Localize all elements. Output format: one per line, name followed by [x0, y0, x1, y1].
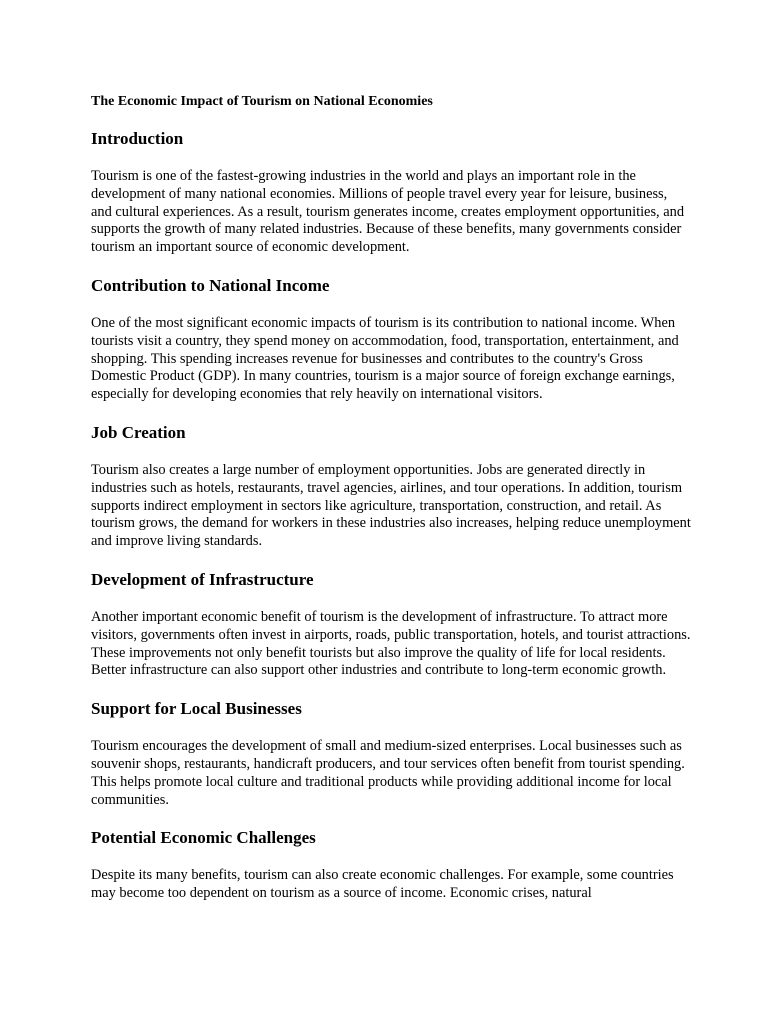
document-page: [91, 92, 691, 903]
section-paragraph: Another important economic benefit of tourism is the development of infrastructure. To attract more visitors, governments often invest in airports, roads, public transportation, hotels, and tourist attractions. These improvements not only benefit tourists but also improve the quality of life for local residents. Better infrastructure can also support other industries and contribute to long-term economic growth.: [91, 608, 691, 679]
section-heading: Potential Economic Challenges: [91, 828, 316, 848]
section-paragraph: Tourism encourages the development of small and medium-sized enterprises. Local businesses such as souvenir shops, restaurants, handicraft producers, and tour services often benefit from tourist spending. This helps promote local culture and traditional products while providing additional income for local communities.: [91, 738, 685, 808]
section-heading: Contribution to National Income: [91, 275, 330, 295]
section-introduction: [91, 128, 691, 257]
section-national-income: [91, 275, 691, 404]
section-heading: Job Creation: [91, 422, 186, 442]
section-paragraph: Tourism also creates a large number of employment opportunities. Jobs are generated directly in industries such as hotels, restaurants, travel agencies, airlines, and tour operations. In addition, tourism supports indirect employment in sectors like agriculture, transportation, construction, and retail. As tourism grows, the demand for workers in these industries also increases, helping reduce unemployment and improve living standards.: [91, 461, 691, 550]
section-economic-challenges: [91, 827, 691, 903]
section-heading: Support for Local Businesses: [91, 699, 302, 719]
section-local-businesses: [91, 698, 691, 809]
document-title: The Economic Impact of Tourism on National Economies: [91, 94, 433, 109]
section-paragraph: One of the most significant economic impacts of tourism is its contribution to national income. When tourists visit a country, they spend money on accommodation, food, transportation, entertainment, and shopping. This spending increases revenue for businesses and contributes to the country's Gross Domestic Product (GDP). In many countries, tourism is a major source of foreign exchange earnings, especially for developing economies that rely heavily on international visitors.: [91, 314, 679, 403]
section-job-creation: [91, 422, 691, 551]
section-heading: Development of Infrastructure: [91, 569, 314, 589]
section-heading: Introduction: [91, 129, 184, 148]
section-paragraph: Tourism is one of the fastest-growing industries in the world and plays an important role in the development of many national economies. Millions of people travel every year for leisure, business, and cultural experiences. As a result, tourism generates income, creates employment opportunities, and supports the growth of many related industries. Because of these benefits, many governments consider tourism an important source of economic development.: [91, 168, 685, 256]
section-infrastructure: [91, 569, 691, 680]
section-paragraph: Despite its many benefits, tourism can also create economic challenges. For example, some countries may become too dependent on tourism as a source of income. Economic crises, natural: [91, 867, 674, 902]
